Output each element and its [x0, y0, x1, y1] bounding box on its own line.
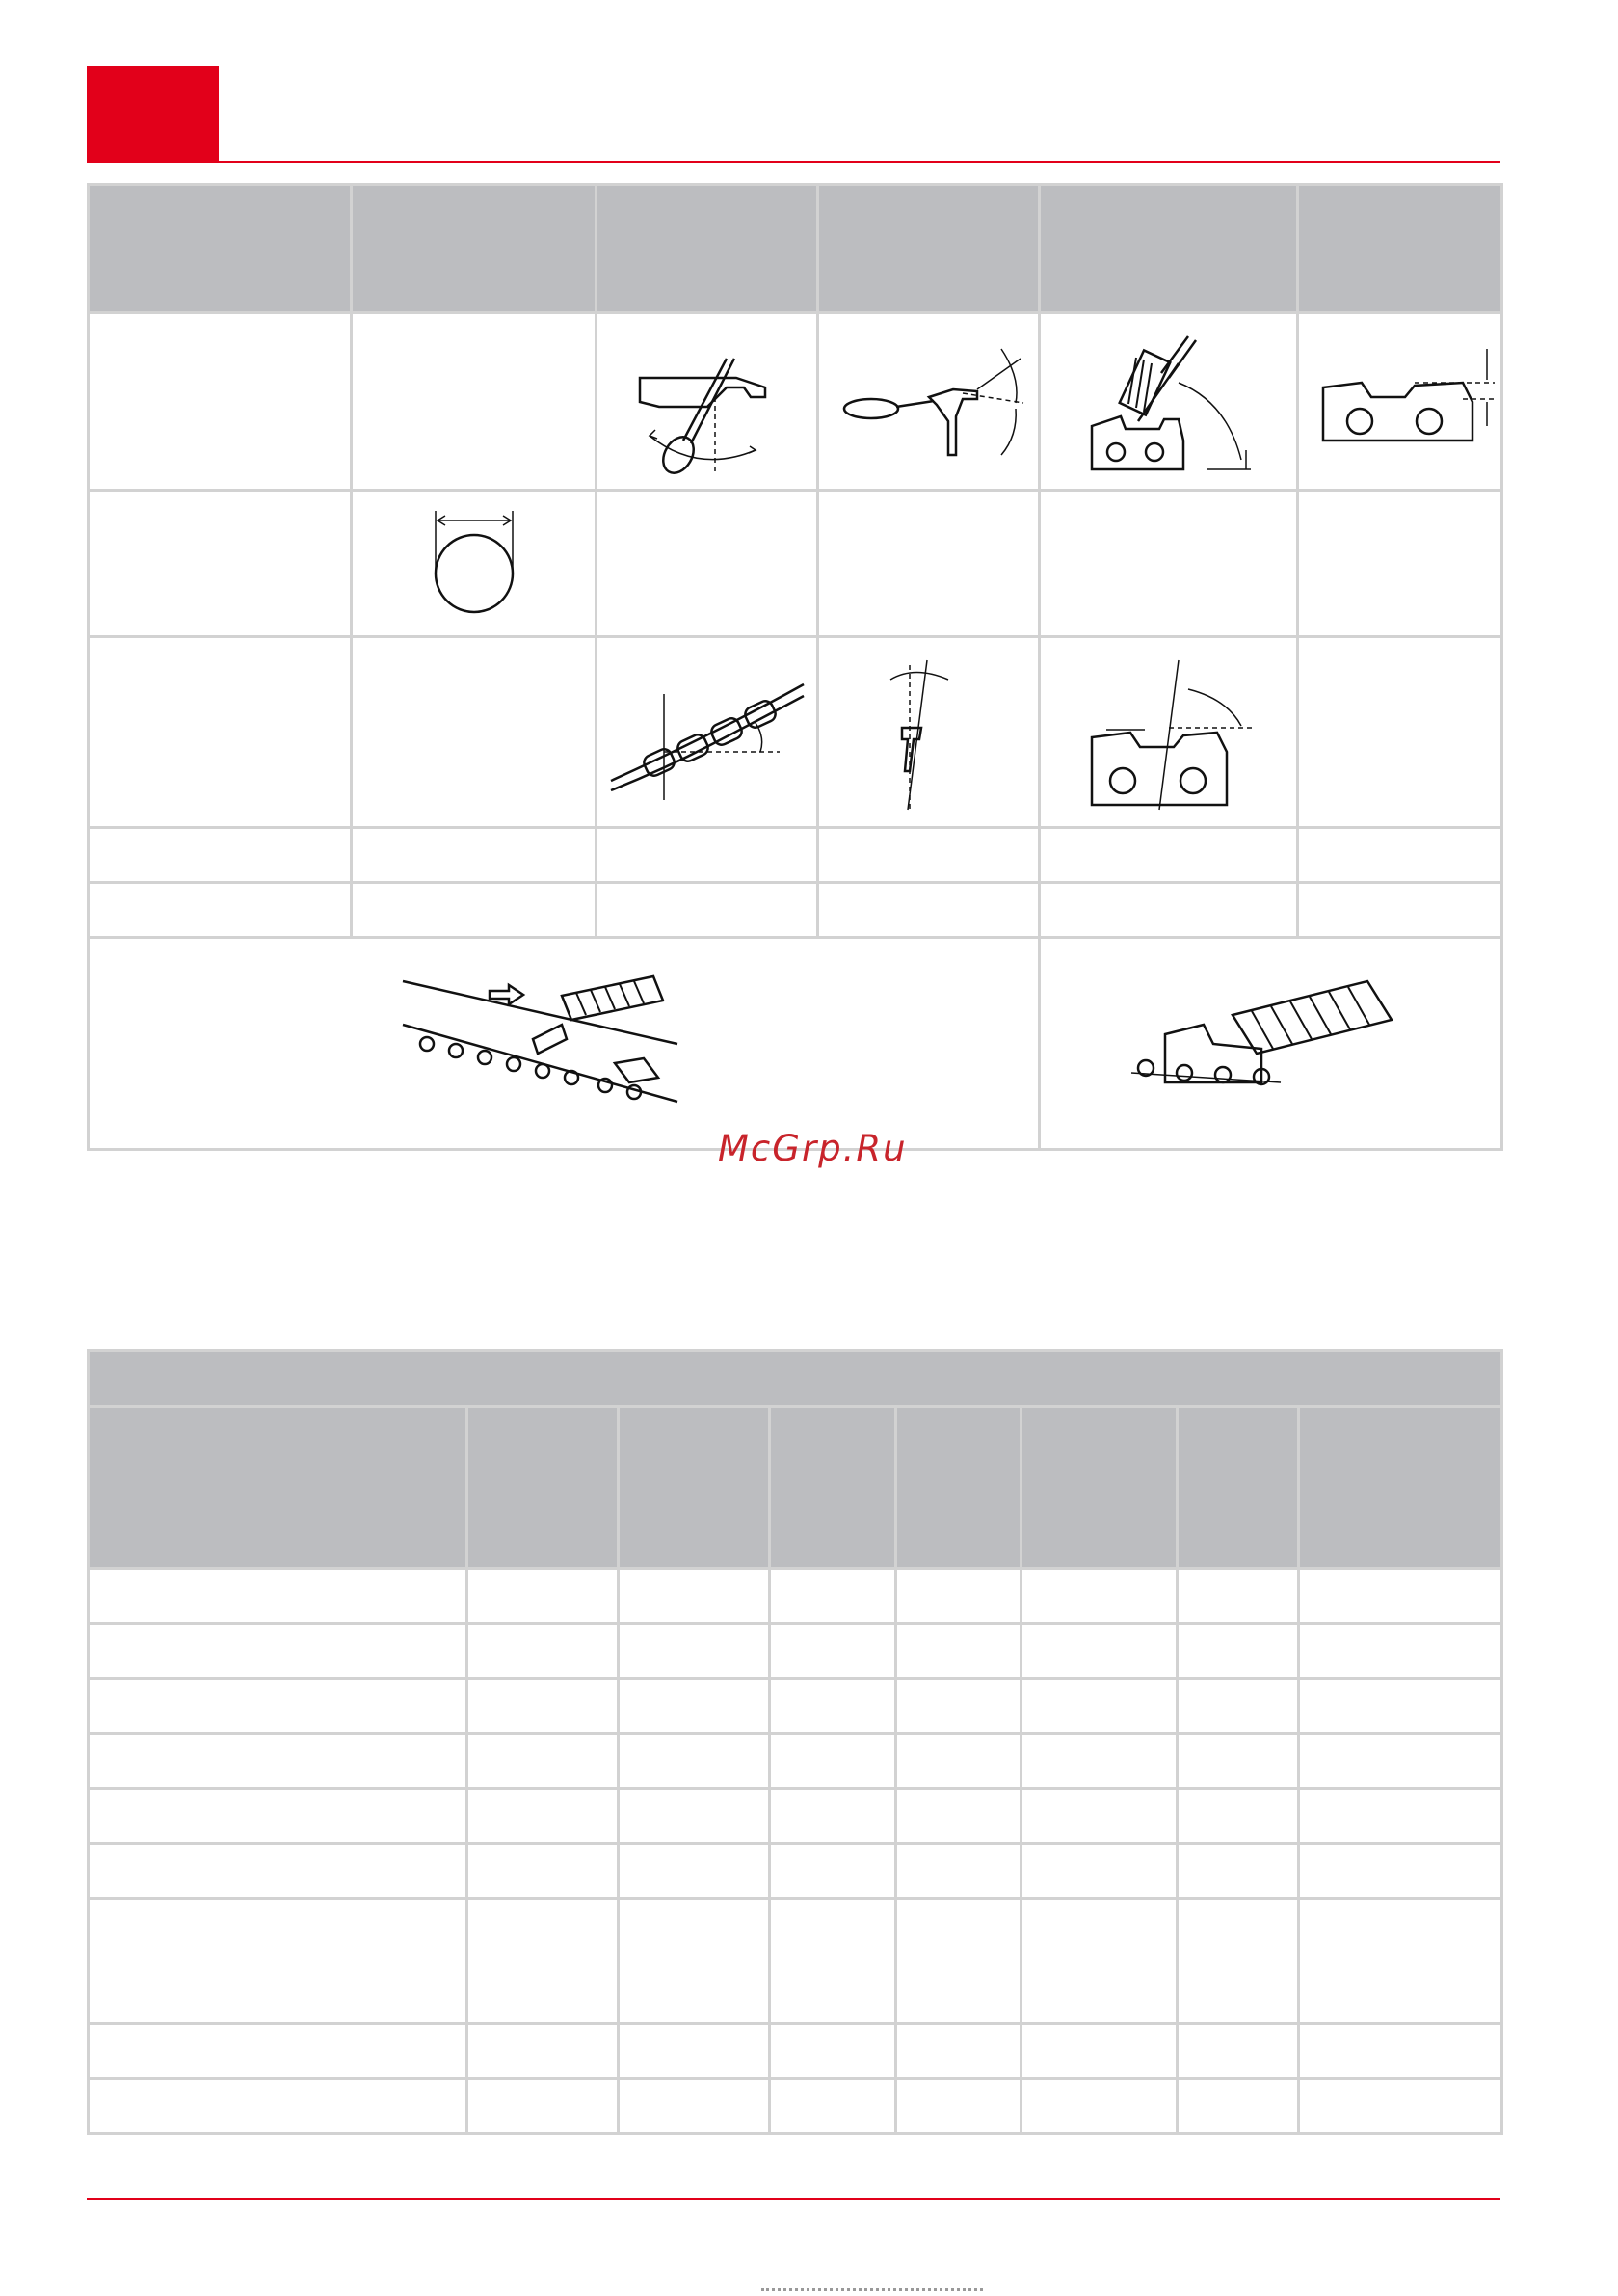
table-cell	[89, 1679, 467, 1734]
table-cell	[770, 1844, 896, 1899]
table-cell	[1021, 1569, 1178, 1624]
header-cell	[1040, 185, 1298, 313]
table-cell	[1178, 1734, 1299, 1789]
table-cell	[619, 2024, 770, 2079]
table-row	[89, 1569, 1502, 1624]
table-cell	[619, 1679, 770, 1734]
table-cell	[896, 2079, 1021, 2134]
table-cell	[89, 1844, 467, 1899]
table-cell	[1040, 491, 1298, 637]
table-row	[89, 313, 1502, 491]
footer-rule	[87, 2198, 1500, 2200]
header-cell	[1178, 1407, 1299, 1569]
table-cell	[1299, 1844, 1502, 1899]
table-row	[89, 828, 1502, 883]
top-plate-filing-diagram	[1040, 313, 1298, 491]
table-row	[89, 1789, 1502, 1844]
table-cell	[896, 1624, 1021, 1679]
table-cell	[1021, 1679, 1178, 1734]
table-cell	[770, 1789, 896, 1844]
table-row	[89, 2079, 1502, 2134]
table-cell	[1178, 1844, 1299, 1899]
table-cell	[1021, 1624, 1178, 1679]
table-cell	[770, 1679, 896, 1734]
table-cell	[352, 883, 597, 938]
table-cell	[1299, 1569, 1502, 1624]
header-cell	[89, 1407, 467, 1569]
header-cell	[597, 185, 818, 313]
table-cell	[1299, 1734, 1502, 1789]
table-cell	[619, 1899, 770, 2024]
table-cell	[89, 828, 352, 883]
table-cell	[770, 2024, 896, 2079]
table-row	[89, 2024, 1502, 2079]
table-cell	[896, 1789, 1021, 1844]
table-cell	[597, 828, 818, 883]
table-cell	[89, 491, 352, 637]
sharpening-table	[87, 183, 1503, 1151]
table-cell	[1299, 2079, 1502, 2134]
table-cell	[1021, 1734, 1178, 1789]
side-plate-angle-diagram	[818, 313, 1040, 491]
table-row	[89, 491, 1502, 637]
header-cell	[818, 185, 1040, 313]
table-cell	[89, 1734, 467, 1789]
table-cell	[1298, 828, 1502, 883]
table-row	[89, 1624, 1502, 1679]
header-cell	[1298, 185, 1502, 313]
table-cell	[619, 1789, 770, 1844]
table-cell	[1040, 828, 1298, 883]
table-cell	[89, 1569, 467, 1624]
depth-gauge-tool-on-chain-diagram	[89, 938, 1040, 1150]
table-cell	[1299, 1789, 1502, 1844]
table-cell	[1299, 1624, 1502, 1679]
chain-cutter-angle-diagram	[597, 637, 818, 828]
table-cell	[89, 1899, 467, 2024]
table-cell	[89, 637, 352, 828]
table-cell	[619, 2079, 770, 2134]
table-cell	[467, 1569, 619, 1624]
table-cell	[1299, 1679, 1502, 1734]
table-cell	[89, 1789, 467, 1844]
table-cell	[1178, 1569, 1299, 1624]
table-cell	[597, 883, 818, 938]
table-cell	[619, 1844, 770, 1899]
table-cell	[619, 1734, 770, 1789]
header-cell	[467, 1407, 619, 1569]
table-cell	[1021, 2024, 1178, 2079]
table-cell	[619, 1569, 770, 1624]
table-cell	[770, 1624, 896, 1679]
table-cell	[1178, 1899, 1299, 2024]
table-cell	[352, 313, 597, 491]
table-cell	[1178, 1624, 1299, 1679]
table-cell	[896, 1899, 1021, 2024]
table-row	[89, 1844, 1502, 1899]
table-cell	[1298, 491, 1502, 637]
file-angle-diagram	[597, 313, 818, 491]
table-cell	[467, 1789, 619, 1844]
table-cell	[1178, 1789, 1299, 1844]
table-cell	[770, 2079, 896, 2134]
table-row	[89, 938, 1502, 1150]
table-cell	[89, 1624, 467, 1679]
table-cell	[89, 2024, 467, 2079]
header-rule	[87, 161, 1500, 163]
cutter-tilt-angle-diagram	[818, 637, 1040, 828]
depth-gauge-height-diagram	[1298, 313, 1502, 491]
table-cell	[1178, 2024, 1299, 2079]
table-cell	[818, 491, 1040, 637]
table-cell	[770, 1734, 896, 1789]
table-header-row	[89, 185, 1502, 313]
table-cell	[770, 1569, 896, 1624]
watermark: McGrp.Ru	[718, 1128, 908, 1169]
table-cell	[1298, 883, 1502, 938]
table-cell	[770, 1899, 896, 2024]
header-cell	[1021, 1407, 1178, 1569]
cutter-angle-profile-diagram	[1040, 637, 1298, 828]
header-cell	[770, 1407, 896, 1569]
table-row	[89, 1734, 1502, 1789]
flat-file-on-depth-gauge-diagram	[1040, 938, 1502, 1150]
table-cell	[1021, 1789, 1178, 1844]
table-cell	[89, 2079, 467, 2134]
table-cell	[896, 1734, 1021, 1789]
table-cell	[89, 313, 352, 491]
table-cell	[352, 828, 597, 883]
header-cell	[1299, 1407, 1502, 1569]
table-cell	[352, 637, 597, 828]
table-cell	[1299, 2024, 1502, 2079]
file-diameter-diagram	[352, 491, 597, 637]
table-cell	[467, 2024, 619, 2079]
table-cell	[896, 1679, 1021, 1734]
table-cell	[467, 1734, 619, 1789]
table-cell	[467, 1624, 619, 1679]
header-cell	[352, 185, 597, 313]
table-cell	[1178, 1679, 1299, 1734]
table-row	[89, 1899, 1502, 2024]
table-cell	[467, 1679, 619, 1734]
table-cell	[1298, 637, 1502, 828]
header-cell	[896, 1407, 1021, 1569]
table-cell	[89, 883, 352, 938]
table-cell	[896, 1569, 1021, 1624]
table-cell	[597, 491, 818, 637]
table-title-row	[89, 1351, 1502, 1407]
header-cell	[619, 1407, 770, 1569]
table-cell	[619, 1624, 770, 1679]
header-cell	[89, 185, 352, 313]
table-cell	[467, 1899, 619, 2024]
table-cell	[1021, 1844, 1178, 1899]
chain-data-table	[87, 1349, 1503, 2135]
table-cell	[1021, 1899, 1178, 2024]
table-cell	[818, 828, 1040, 883]
section-marker	[87, 66, 219, 162]
table-cell	[1021, 2079, 1178, 2134]
table-row	[89, 1679, 1502, 1734]
table-header-row	[89, 1407, 1502, 1569]
table-cell	[1040, 883, 1298, 938]
page-edge-artifact	[761, 2288, 983, 2295]
table-row	[89, 637, 1502, 828]
table-cell	[467, 1844, 619, 1899]
table-cell	[896, 2024, 1021, 2079]
table-title	[89, 1351, 1502, 1407]
table-cell	[1299, 1899, 1502, 2024]
table-cell	[896, 1844, 1021, 1899]
table-cell	[1178, 2079, 1299, 2134]
table-cell	[467, 2079, 619, 2134]
table-row	[89, 883, 1502, 938]
table-cell	[818, 883, 1040, 938]
